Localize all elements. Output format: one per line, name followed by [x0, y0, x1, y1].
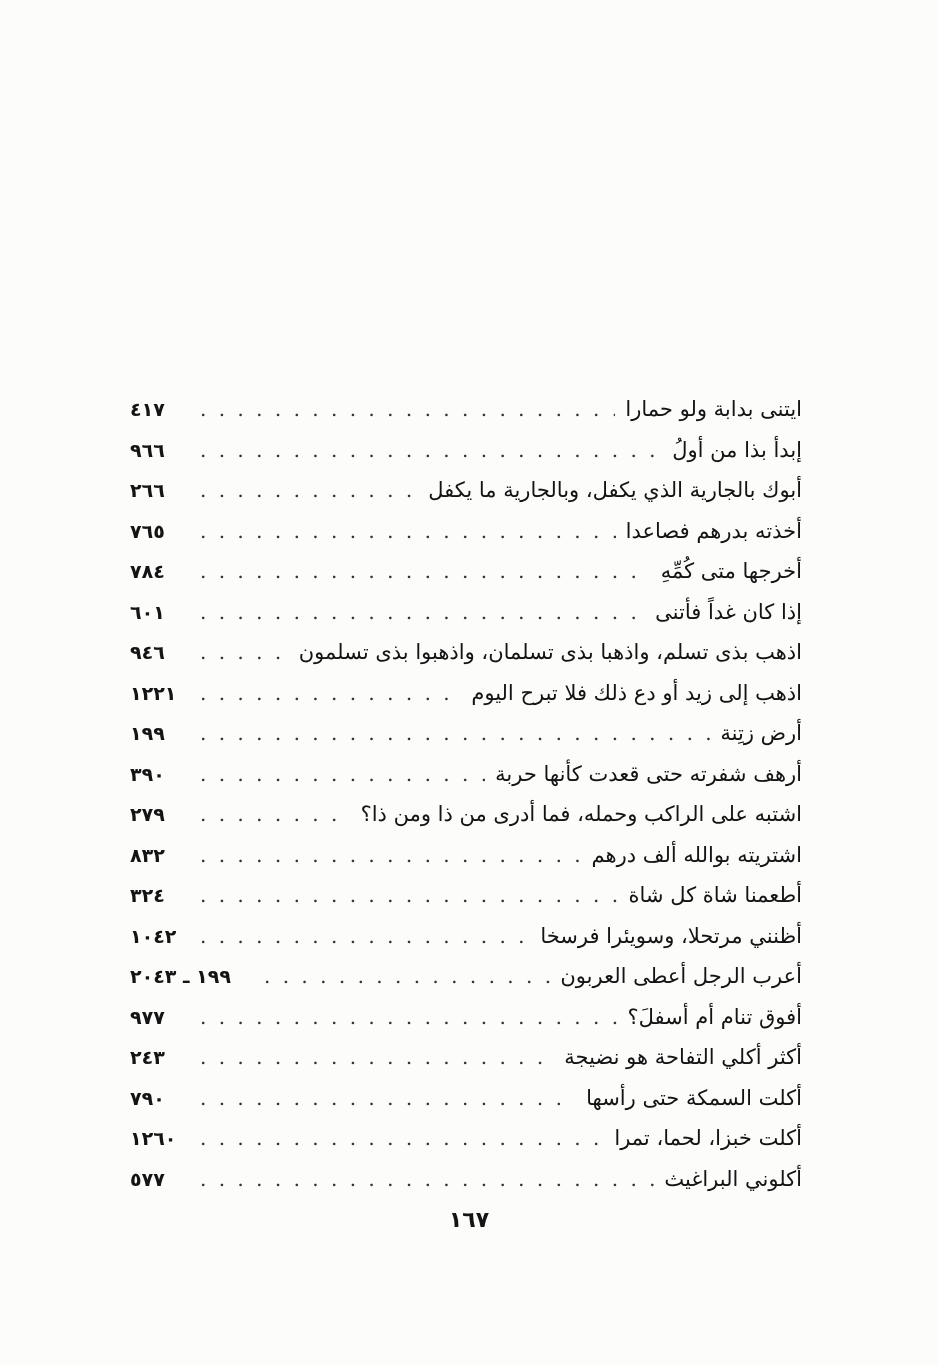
entry-page-ref: ٣٩٠	[130, 763, 165, 786]
entry-page-ref: ٧٦٥	[130, 520, 165, 543]
entry-page-ref: ٢٧٩	[130, 804, 165, 826]
index-entry	[130, 1159, 802, 1200]
dot-leader	[264, 956, 550, 997]
index-entry	[130, 673, 802, 714]
index-entry	[130, 1078, 802, 1119]
entry-text: أبوك بالجارية الذي يكفل، وبالجارية ما يكفل	[428, 478, 802, 502]
dot-leader	[200, 916, 530, 957]
entry-page-ref: ٩٤٦	[130, 642, 165, 664]
index-entry	[130, 511, 802, 552]
index-entry	[130, 754, 802, 795]
entry-text: أرهف شفرته حتى قعدت كأنها حربة	[495, 761, 802, 786]
index-entry	[130, 713, 802, 754]
entry-page-ref: ٦٠١	[130, 601, 165, 624]
entry-page-ref: ١٢٢١	[130, 682, 177, 705]
entry-page-ref: ٤١٧	[130, 399, 165, 421]
entry-text: أرض زتِنة	[720, 721, 802, 745]
index-entry	[130, 794, 802, 835]
index-entry	[130, 1118, 802, 1159]
entry-page-ref: ١٠٤٢	[130, 925, 177, 948]
entry-text: أكثر أكلي التفاحة هو نضيجة	[564, 1045, 802, 1069]
dot-leader	[200, 632, 289, 673]
dot-leader	[200, 470, 418, 511]
dot-leader	[200, 1159, 654, 1200]
entry-text: إبدأ بذا من أولُ	[672, 437, 802, 462]
dot-leader	[200, 997, 617, 1038]
entry-page-ref: ٢٦٦	[130, 480, 165, 502]
dot-leader	[200, 754, 485, 795]
index-entry	[130, 470, 802, 511]
entry-text: ايتنى بدابة ولو حمارا	[625, 397, 802, 421]
entry-page-ref: ١٩٩ ـ ٢٠٤٣	[130, 966, 231, 988]
dot-leader	[200, 592, 645, 633]
entry-page-ref: ٩٧٧	[130, 1006, 165, 1029]
entry-text: أفوق تنام أم أسفلَ؟	[627, 1004, 802, 1029]
dot-leader	[200, 1037, 554, 1078]
dot-leader	[200, 673, 461, 714]
index-entry	[130, 997, 802, 1038]
index-entry	[130, 592, 802, 633]
entry-text: أكلت خبزا، لحما، تمرا	[614, 1126, 802, 1150]
entry-text: أكلت السمكة حتى رأسها	[586, 1085, 802, 1110]
page-number: ١٦٧	[448, 1208, 490, 1233]
index-list	[130, 389, 802, 1199]
entry-text: اشتبه على الراكب وحمله، فما أدرى من ذا ومن ذا؟	[360, 802, 802, 826]
entry-text: أخرجها متى كُمِّهِ	[660, 559, 802, 583]
index-entry	[130, 956, 802, 997]
dot-leader	[200, 835, 582, 876]
entry-text: اشتريته بوالله ألف درهم	[591, 842, 802, 867]
entry-text: اذهب بذى تسلم، واذهبا بذى تسلمان، واذهبوا بذى تسلمون	[298, 640, 802, 664]
entry-text: أظنني مرتحلا، وسويئرا فرسخا	[540, 923, 802, 948]
dot-leader	[200, 1118, 604, 1159]
entry-text: أخذته بدرهم فصاعدا	[625, 518, 802, 543]
index-entry	[130, 632, 802, 673]
index-entry	[130, 875, 802, 916]
entry-text: إذا كان غداً فأتنى	[655, 599, 802, 624]
entry-page-ref: ٣٢٤	[130, 885, 165, 907]
entry-text: أكلوني البراغيث	[664, 1166, 802, 1191]
dot-leader	[200, 794, 351, 835]
index-entry	[130, 835, 802, 876]
index-entry	[130, 916, 802, 957]
entry-page-ref: ٧٨٤	[130, 561, 165, 583]
index-entry	[130, 430, 802, 471]
index-entry	[130, 389, 802, 430]
entry-page-ref: ٩٦٦	[130, 439, 165, 462]
entry-text: أعرب الرجل أعطى العربون	[560, 964, 802, 988]
entry-page-ref: ٧٩٠	[130, 1087, 165, 1110]
entry-page-ref: ٨٣٢	[130, 844, 165, 867]
dot-leader	[200, 551, 651, 592]
dot-leader	[200, 875, 619, 916]
dot-leader	[200, 511, 616, 552]
index-entry	[130, 551, 802, 592]
entry-page-ref: ٢٤٣	[130, 1047, 165, 1069]
entry-page-ref: ١٢٦٠	[130, 1128, 177, 1150]
dot-leader	[200, 389, 615, 430]
entry-text: أطعمنا شاة كل شاة	[628, 883, 802, 907]
dot-leader	[200, 430, 662, 471]
entry-page-ref: ١٩٩	[130, 723, 165, 745]
index-entry	[130, 1037, 802, 1078]
entry-text: اذهب إلى زيد أو دع ذلك فلا تبرح اليوم	[471, 680, 802, 705]
dot-leader	[200, 1078, 576, 1119]
dot-leader	[200, 713, 710, 754]
entry-page-ref: ٥٧٧	[130, 1168, 165, 1191]
